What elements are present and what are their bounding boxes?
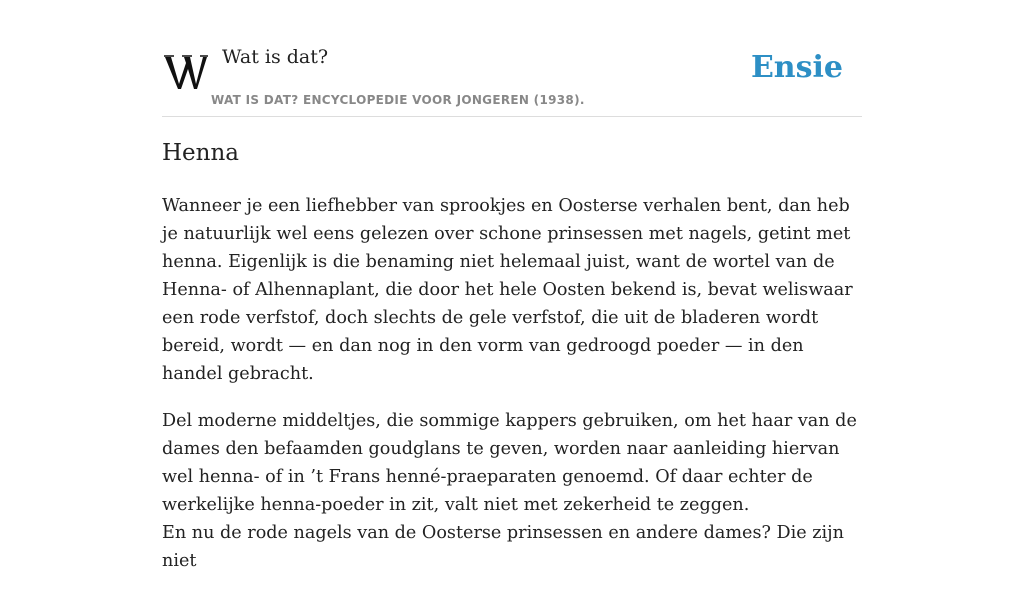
brand-logo[interactable]: Ensie: [750, 50, 843, 85]
article-paragraph: Del moderne middeltjes, die sommige kappers gebruiken, om het haar van de dames den befaamden goudglans te geven, worden naar aanleiding hiervan wel henna- of in ’t Frans henné-praeparaten genoemd. Of daar echter de werkelijke henna-poeder in zit, valt niet met zekerheid te zeggen.: [162, 411, 857, 515]
site-subtitle: WAT IS DAT? ENCYCLOPEDIE VOOR JONGEREN (1938).: [211, 93, 585, 107]
site-header: [162, 0, 862, 117]
page: [162, 0, 862, 571]
article-paragraph: Wanneer je een liefhebber van sprookjes en Oosterse verhalen bent, dan heb je natuurlijk wel eens gelezen over schone prinsessen met nagels, getint met henna. Eigenlijk is die benaming niet helemaal juist, want de wortel van de Henna- of Alhennaplant, die door het hele Oosten bekend is, bevat weliswaar een rode verfstof, doch slechts de gele verfstof, die uit de bladeren wordt bereid, wordt — en dan nog in den vorm van gedroogd poeder — in den handel gebracht.: [162, 196, 853, 384]
article-body: [162, 192, 862, 594]
article-paragraph: En nu de rode nagels van de Oosterse prinsessen en andere dames? Die zijn niet: [162, 523, 844, 571]
site-title[interactable]: Wat is dat?: [222, 46, 329, 68]
article-title: Henna: [162, 140, 240, 166]
wikipedia-w-icon[interactable]: [164, 51, 208, 91]
